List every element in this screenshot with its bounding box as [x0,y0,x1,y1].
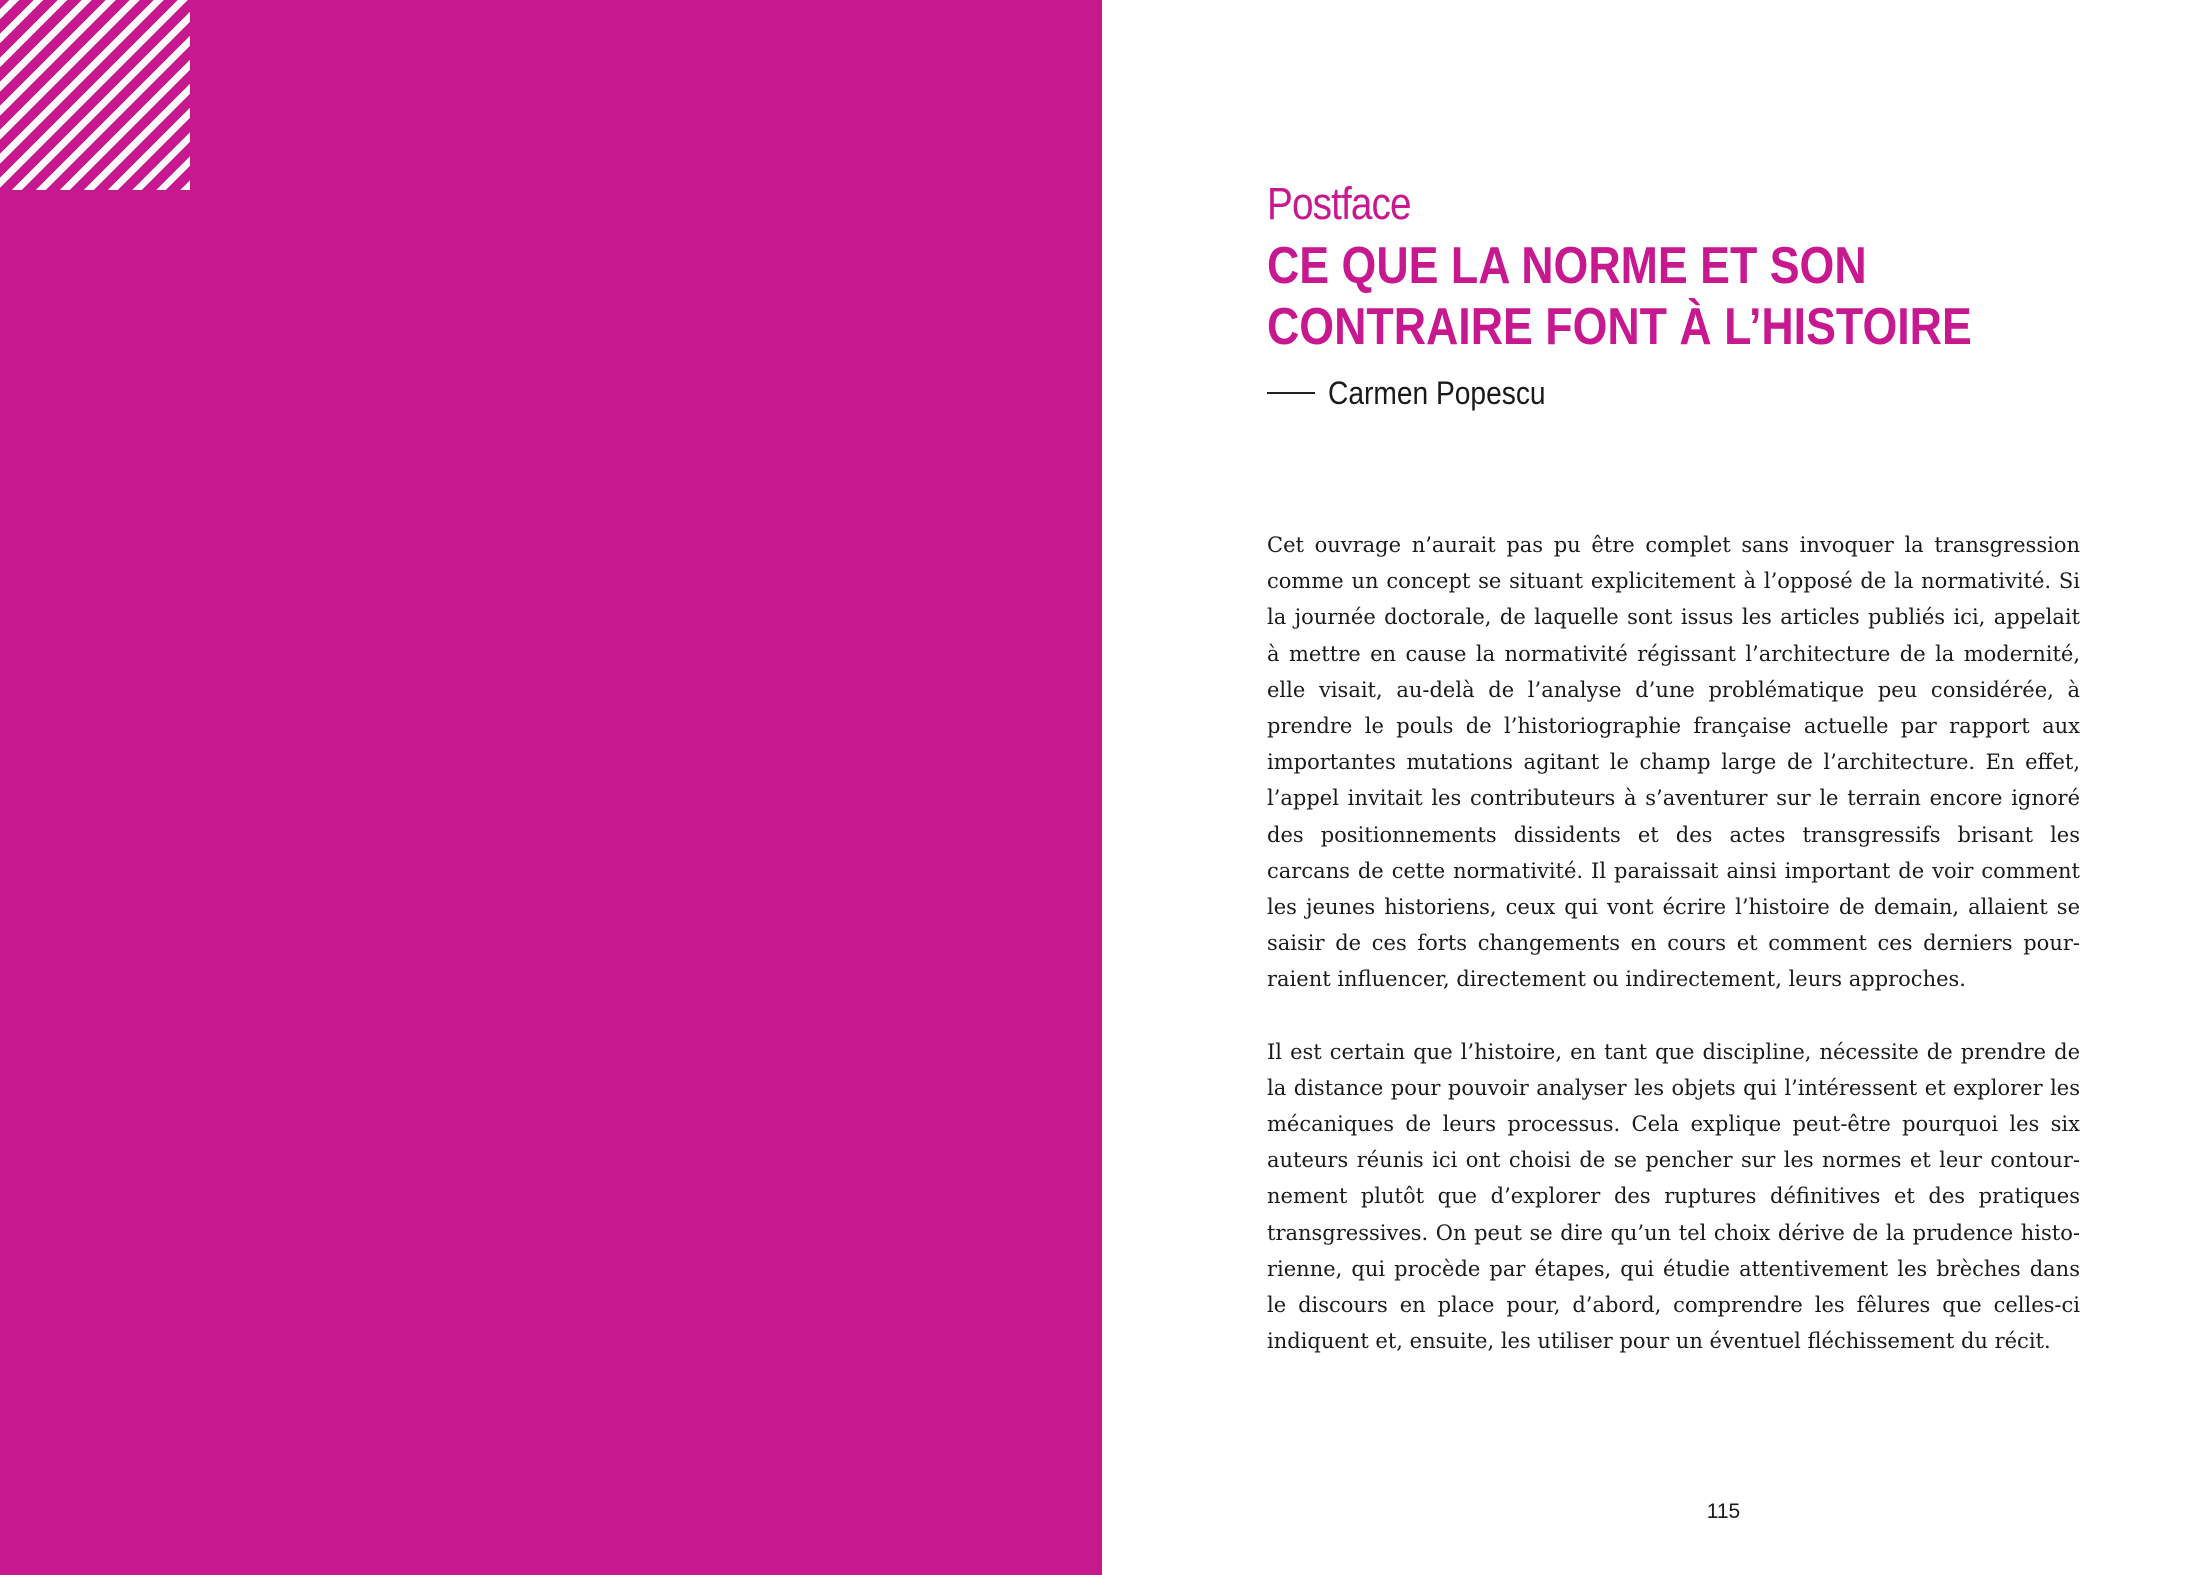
byline-dash [1267,392,1315,394]
body-text [1267,527,2080,1359]
page-number: 115 [1706,1500,1741,1523]
author-name: Carmen Popescu [1328,374,1546,411]
chapter-title-line-2: CONTRAIRE FONT À L’HISTOIRE [1267,298,1972,356]
chapter-kicker: Postface [1267,178,1411,229]
author-byline [1267,373,1575,413]
chapter-title [1267,236,2041,358]
paragraph-2: Il est certain que l’histoire, en tant que discipline, nécessite de prendre de la distance pour pouvoir analyser les objets qui l’intéressent et explorer les mécaniques de leurs processus. Cela explique peut-être pourquoi les six auteurs réunis ici ont choisi de se pencher sur les normes et leur contournement plutôt que d’explorer des ruptures définitives et des pratiques transgressives. On peut se dire qu’un tel choix dérive de la prudence historienne, qui procède par étapes, qui étudie attentivement les brèches dans le discours en place pour, d’abord, comprendre les fêlures que celles-ci indiquent et, ensuite, les utiliser pour un éventuel fléchissement du récit. [1267,1039,2080,1354]
diagonal-stripe-pattern [0,0,190,190]
chapter-title-line-1: CE QUE LA NORME ET SON [1267,237,1867,295]
right-page [1102,0,2205,1575]
paragraph-1: Cet ouvrage n’aurait pas pu être complet sans invoquer la transgression comme un concept se situant explicitement à l’opposé de la normativité. Si la journée doctorale, de laquelle sont issus les articles publiés ici, appelait à mettre en cause la normativité régissant l’architecture de la modernité, elle visait, au-delà de l’analyse d’une problématique peu considérée, à prendre le pouls de l’historiographie française actuelle par rapport aux importantes mutations agitant le champ large de l’architecture. En effet, l’appel invitait les contributeurs à s’aventurer sur le terrain encore ignoré des positionnements dissidents et des actes transgressifs brisant les carcans de cette normativité. Il paraissait ainsi important de voir comment les jeunes historiens, ceux qui vont écrire l’histoire de demain, allaient se saisir de ces forts changements en cours et comment ces derniers pourraient influencer, directement ou indirectement, leurs approches. [1267,533,2080,992]
left-page-color-block [0,0,1102,1575]
